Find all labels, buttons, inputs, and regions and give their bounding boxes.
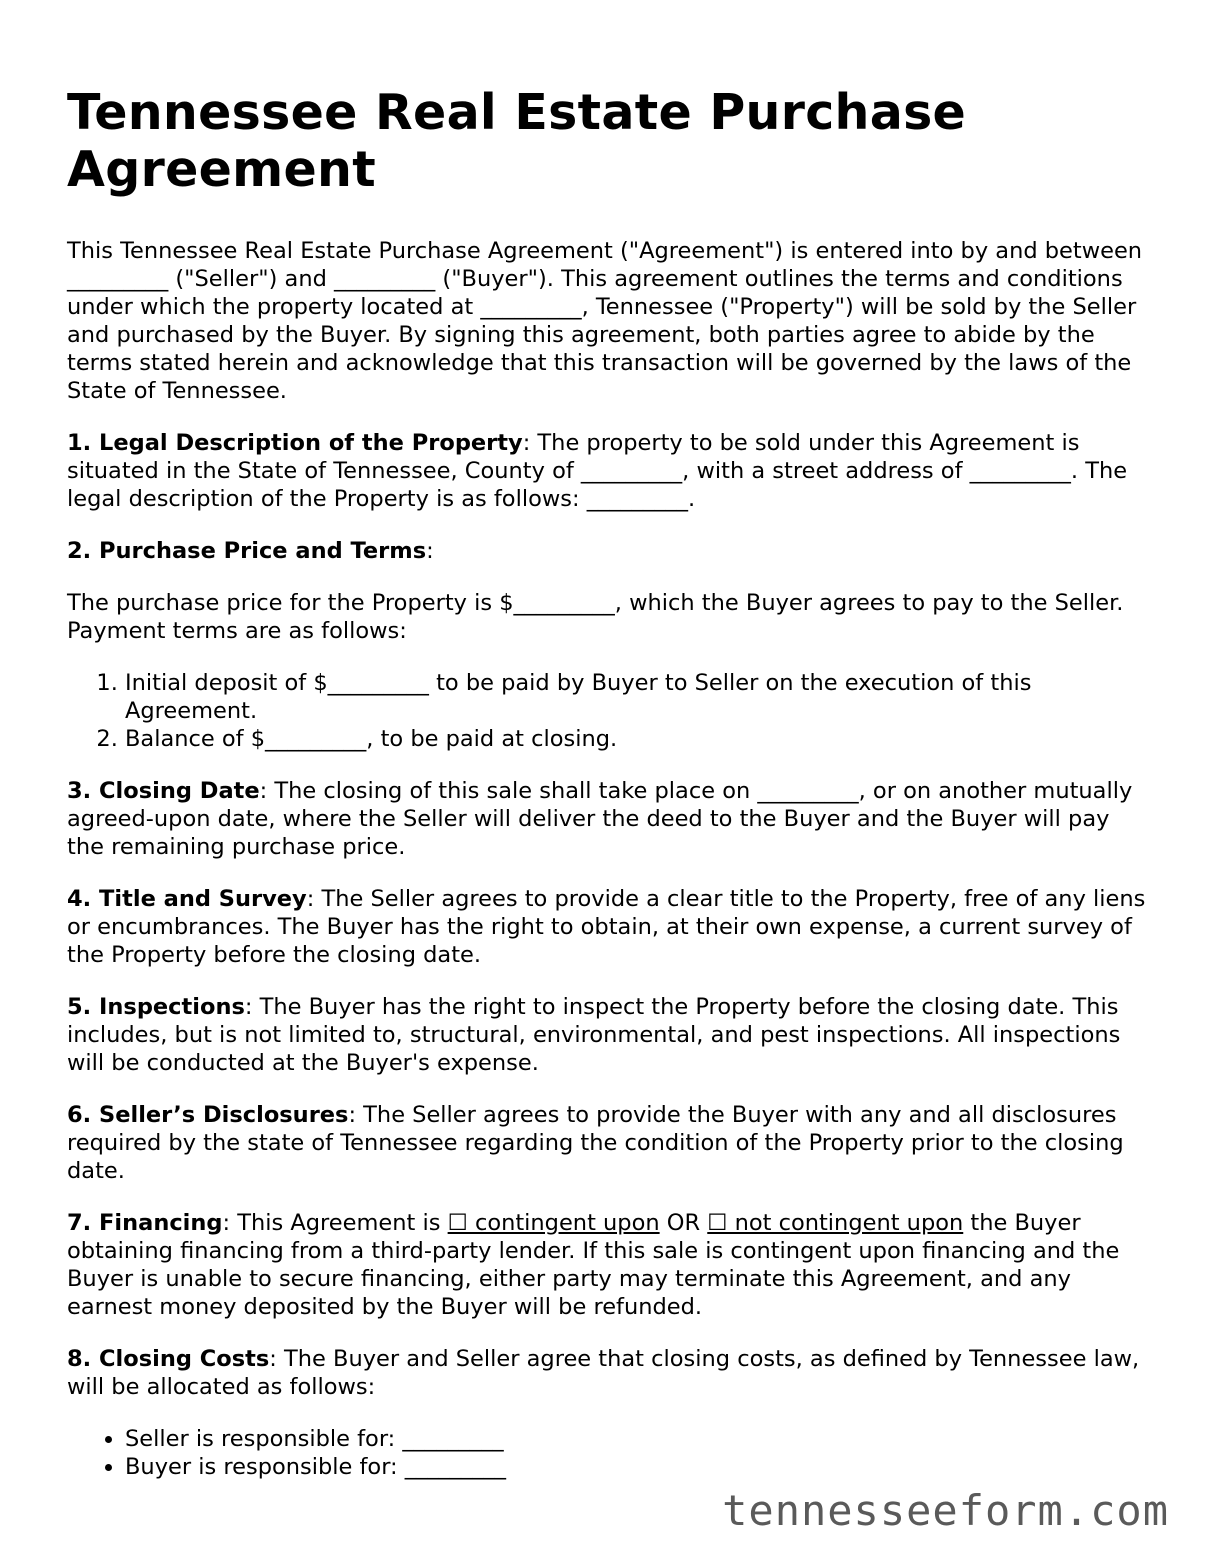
purchase-price-paragraph: The purchase price for the Property is $_________, which the Buyer agrees to pay to the Seller. Payment terms are as follows: [67,590,1124,644]
list-item: 1. Initial deposit of $_________ to be paid by Buyer to Seller on the execution of this Agreement. [125,669,1147,725]
section-heading: 2. Purchase Price and Terms [67,538,427,564]
section-heading: 4. Title and Survey [67,886,307,912]
contingent-checkbox[interactable]: ☐ contingent upon [447,1210,660,1236]
closing-costs-list [67,1425,1147,1481]
payment-terms-list [67,669,1147,753]
list-item: • Buyer is responsible for: _________ [125,1453,1147,1481]
section-text: : The Buyer has the right to inspect the Property before the closing date. This includes, but is not limited to, structural, environmental, and pest inspections. All inspections will be conducted at the Buyer's expense. [67,994,1121,1076]
section-text: : The property to be sold under this Agreement is situated in the State of Tennessee, County of _________, with a street address of _________. The legal description of the Property is as follows: _________. [67,430,1128,512]
section-heading: 6. Seller’s Disclosures [67,1102,349,1128]
section-heading: 8. Closing Costs [67,1346,270,1372]
section-text: : The Seller agrees to provide a clear title to the Property, free of any liens or encumbrances. The Buyer has the right to obtain, at their own expense, a current survey of the Property before the closing date. [67,886,1146,968]
section-closing-costs [67,1345,1147,1401]
section-text: the Buyer obtaining financing from a third-party lender. If this sale is contingent upon financing and the Buyer is unable to secure financing, either party may terminate this Agreement, and any earnest money deposited by the Buyer will be refunded. [67,1210,1120,1320]
list-item: • Seller is responsible for: _________ [125,1425,1147,1453]
section-text: : The closing of this sale shall take place on _________, or on another mutually agreed-upon date, where the Seller will deliver the deed to the Buyer and the Buyer will pay the remaining purchase price. [67,778,1133,860]
document-page [67,84,1147,1481]
section-heading: 3. Closing Date [67,778,260,804]
section-text: : The Buyer and Seller agree that closing costs, as defined by Tennessee law, will be allocated as follows: [67,1346,1140,1400]
section-purchase-price [67,537,1147,565]
section-legal-description [67,429,1147,513]
section-text: OR [659,1210,708,1236]
section-inspections [67,993,1147,1077]
not-contingent-checkbox[interactable]: ☐ not contingent upon [707,1210,964,1236]
section-text: : [426,538,434,564]
section-text: : The Seller agrees to provide the Buyer with any and all disclosures required by the state of Tennessee regarding the condition of the Property prior to the closing date. [67,1102,1124,1184]
watermark: tennesseeform.com [722,1486,1169,1535]
page-title: Tennessee Real Estate Purchase Agreement [67,84,967,198]
section-heading: 7. Financing [67,1210,223,1236]
section-heading: 1. Legal Description of the Property [67,430,523,456]
section-title-survey [67,885,1147,969]
section-closing-date [67,777,1147,861]
section-text: : This Agreement is [222,1210,448,1236]
section-heading: 5. Inspections [67,994,245,1020]
intro-paragraph: This Tennessee Real Estate Purchase Agreement ("Agreement") is entered into by and between _________ ("Seller") and _________ ("Buyer"). This agreement outlines the terms and conditions under which the property located at _________, Tennessee ("Property") will be sold by the Seller and purchased by the Buyer. By signing this agreement, both parties agree to abide by the terms stated herein and acknowledge that this transaction will be governed by the laws of the State of Tennessee. [67,238,1143,404]
section-financing [67,1209,1147,1321]
list-item: 2. Balance of $_________, to be paid at closing. [125,725,1147,753]
section-seller-disclosures [67,1101,1147,1185]
